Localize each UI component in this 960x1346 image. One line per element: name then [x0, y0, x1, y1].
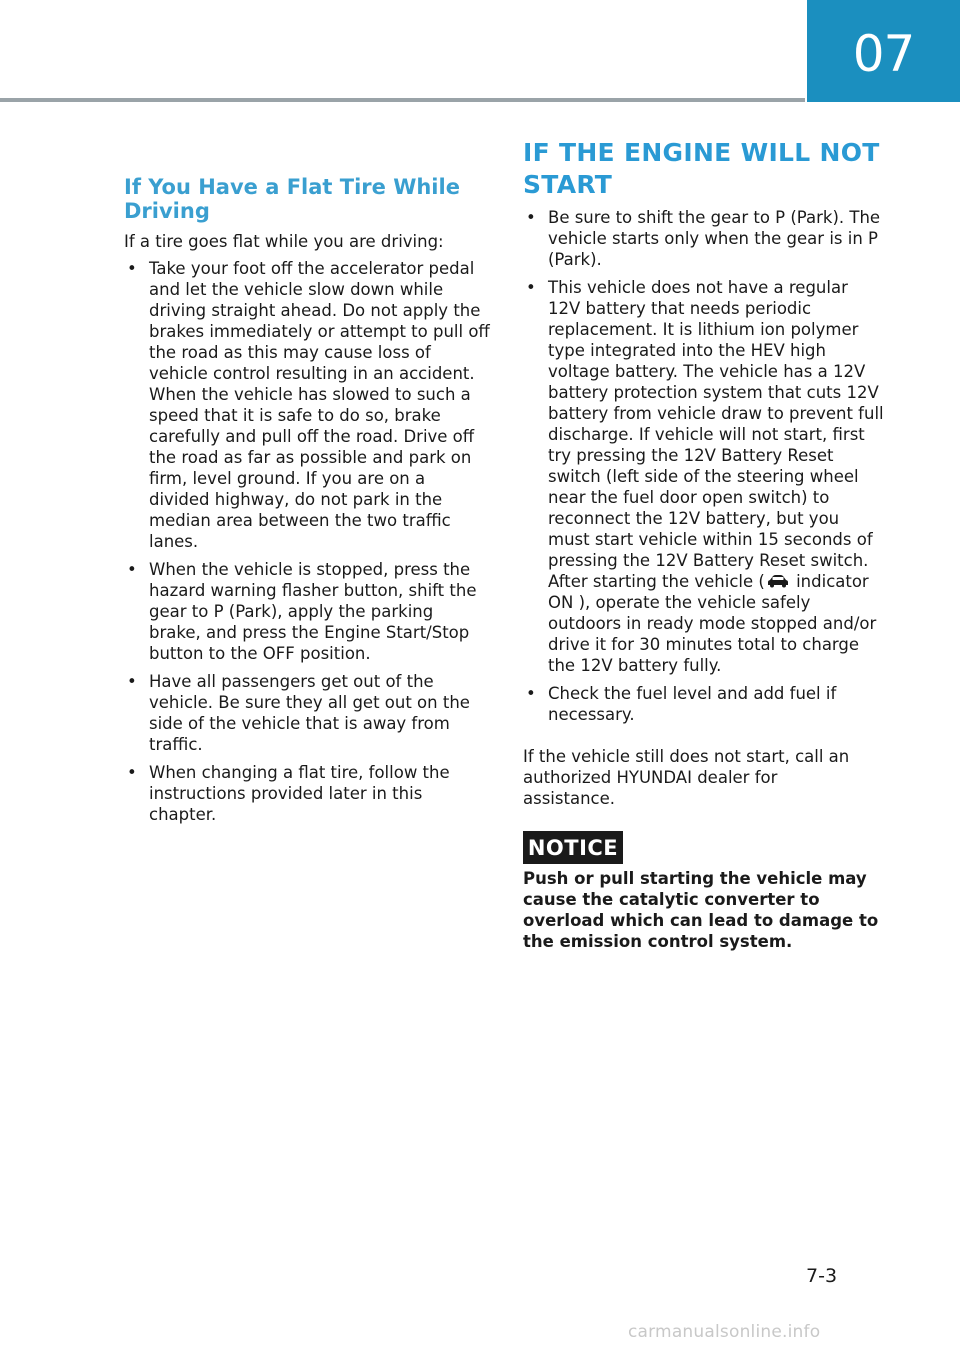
bullet-glyph: • [526, 278, 536, 297]
bullet-glyph: • [127, 672, 137, 691]
chapter-tab: 07 [807, 0, 960, 102]
section-heading-engine-start: IF THE ENGINE WILL NOT START [523, 138, 880, 199]
watermark: carmanualsonline.info [628, 1322, 821, 1342]
list-item [124, 762, 490, 825]
list-item-text [548, 278, 884, 675]
bullet-glyph: • [526, 208, 536, 227]
list-item [523, 683, 885, 725]
list-item [523, 207, 885, 270]
notice-label: NOTICE [523, 831, 623, 864]
header-rule [0, 98, 805, 102]
flat-tire-list [124, 258, 490, 832]
ready-car-icon [767, 574, 789, 588]
flat-tire-intro: If a tire goes flat while you are driving: [124, 232, 444, 251]
bullet-glyph: • [127, 560, 137, 579]
list-item [124, 559, 490, 664]
notice-text: Push or pull starting the vehicle may cause the catalytic converter to overload which can lead to damage to the emission control system. [523, 869, 879, 951]
list-item [124, 258, 490, 552]
engine-start-closing: If the vehicle still does not start, call an authorized HYUNDAI dealer for assistance. [523, 747, 850, 808]
list-item-text: Take your foot off the accelerator pedal and let the vehicle slow down while driving straight ahead. Do not apply the brakes immediately or attempt to pull off the road as this may cause loss of vehicle control resulting in an accident. When the vehicle has slowed to such a speed that it is safe to do so, brake carefully and pull off the road. Drive off the road as far as possible and park on firm, level ground. If you are on a divided highway, do not park in the median area between the two traffic lanes. [149, 259, 490, 551]
list-item-text: When the vehicle is stopped, press the hazard warning flasher button, shift the gear to P (Park), apply the parking brake, and press the Engine Start/Stop button to the OFF position. [149, 560, 477, 663]
bullet-glyph: • [127, 259, 137, 278]
list-item-text: Have all passengers get out of the vehicle. Be sure they all get out on the side of the vehicle that is away from traffic. [149, 672, 470, 754]
list-item-text: Check the fuel level and add fuel if necessary. [548, 684, 837, 724]
section-heading-flat-tire: If You Have a Flat Tire While Driving [124, 175, 460, 223]
bullet-glyph: • [526, 684, 536, 703]
bullet-glyph: • [127, 763, 137, 782]
list-item [523, 277, 885, 676]
list-item-text: Be sure to shift the gear to P (Park). The vehicle starts only when the gear is in P (Park). [548, 208, 881, 269]
list-item-text-part: This vehicle does not have a regular 12V battery that needs periodic replacement. It is lithium ion polymer type integrated into the HEV high voltage battery. The vehicle has a 12V battery protection system that cuts 12V battery from vehicle draw to prevent full discharge. If vehicle will not start, first try pressing the 12V Battery Reset switch (left side of the steering wheel near the fuel door open switch) to reconnect the 12V battery, but you must start vehicle within 15 seconds of pressing the 12V Battery Reset switch. After starting the vehicle ( [548, 278, 884, 591]
engine-start-list [523, 207, 885, 732]
page-number: 7-3 [806, 1265, 838, 1287]
list-item [124, 671, 490, 755]
list-item-text: When changing a flat tire, follow the instructions provided later in this chapter. [149, 763, 450, 824]
list-item-text-part: indicator ON ), operate the vehicle safely outdoors in ready mode stopped and/or drive it for 30 minutes total to charge the 12V battery fully. [548, 572, 877, 675]
